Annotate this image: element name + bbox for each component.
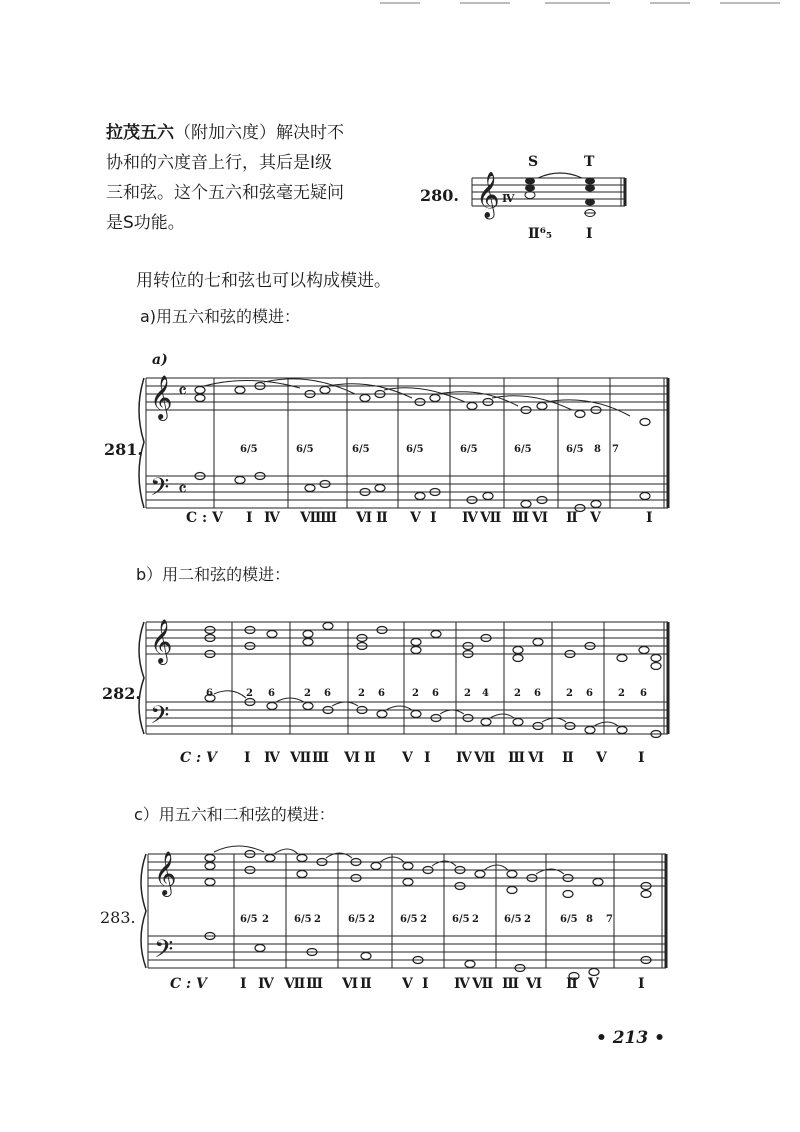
roman: Ⅲ	[320, 510, 338, 526]
fig: 2	[514, 688, 521, 699]
intro-line-2: 协和的六度音上行，其后是Ⅰ级	[106, 153, 333, 173]
roman: Ⅰ	[424, 750, 431, 766]
label-s: S	[528, 154, 539, 170]
roman: Ⅲ	[512, 510, 530, 526]
key-label: C : V	[186, 510, 223, 526]
fig: 4	[482, 688, 489, 699]
fig: 6	[206, 688, 213, 699]
fig: 2	[358, 688, 365, 699]
roman: Ⅳ	[264, 750, 280, 766]
roman: Ⅵ	[342, 976, 359, 992]
roman: Ⅴ	[588, 976, 599, 992]
fig: 6/5	[240, 914, 258, 925]
fig-8: 8	[594, 444, 601, 455]
roman: Ⅲ	[306, 976, 324, 992]
svg-text:𝄞: 𝄞	[150, 375, 173, 419]
fig: 2	[472, 914, 479, 925]
example-283	[98, 836, 678, 1016]
roman: Ⅱ	[364, 750, 376, 766]
roman: Ⅴ	[590, 510, 601, 526]
label-t: T	[584, 154, 595, 170]
intro-line-1	[106, 118, 406, 148]
roman: Ⅲ	[508, 750, 526, 766]
example-number: 280.	[420, 186, 459, 205]
roman-i: Ⅰ	[586, 226, 593, 242]
top-rule-fragments	[0, 0, 800, 18]
svg-text:𝄞: 𝄞	[476, 172, 500, 218]
roman: Ⅳ	[264, 510, 280, 526]
roman-numerals-283	[98, 976, 678, 996]
roman: Ⅴ	[596, 750, 607, 766]
svg-text:𝄞: 𝄞	[150, 619, 173, 663]
fig: 6/5	[294, 914, 312, 925]
roman: Ⅱ	[562, 750, 574, 766]
fig: 2	[262, 914, 269, 925]
roman: Ⅳ	[454, 976, 470, 992]
roman: Ⅶ	[472, 976, 494, 992]
fig: 6/5	[400, 914, 418, 925]
fig: 6	[534, 688, 541, 699]
fig: 2	[314, 914, 321, 925]
roman: Ⅰ	[246, 510, 253, 526]
svg-text:𝄞: 𝄞	[154, 851, 177, 895]
roman: Ⅶ	[300, 510, 322, 526]
fig: 2	[304, 688, 311, 699]
svg-text:𝄴: 𝄴	[178, 379, 187, 403]
subheading-c: c）用五六和二和弦的模进：	[134, 805, 335, 824]
grand-staff-282	[100, 600, 680, 760]
roman-numerals-281	[100, 510, 680, 530]
fig: 2	[412, 688, 419, 699]
fig-6: 6/5	[514, 444, 532, 455]
roman: Ⅳ	[456, 750, 472, 766]
fig: 6	[324, 688, 331, 699]
roman: Ⅰ	[646, 510, 653, 526]
roman: Ⅱ	[360, 976, 372, 992]
intro-line-1-rest: （附加六度）解决时不	[174, 123, 344, 143]
roman: Ⅱ	[566, 510, 578, 526]
fig: 6/5	[560, 914, 578, 925]
fig: 2	[368, 914, 375, 925]
fig: 2	[566, 688, 573, 699]
roman: Ⅴ	[402, 750, 413, 766]
roman-ii65: Ⅱ⁶₅	[528, 226, 553, 242]
grand-staff-281	[100, 350, 680, 520]
intro-paragraph	[106, 118, 406, 238]
fig-5: 6/5	[460, 444, 478, 455]
roman: Ⅲ	[502, 976, 520, 992]
fig: 6	[378, 688, 385, 699]
roman: Ⅰ	[240, 976, 247, 992]
fig-4: 6/5	[406, 444, 424, 455]
fig: 8	[586, 914, 593, 925]
svg-text:𝄢: 𝄢	[150, 701, 170, 736]
section-mark-a: a)	[152, 352, 168, 368]
fig-1: 6/5	[240, 444, 258, 455]
example-number: 283.	[100, 908, 136, 927]
example-280	[420, 150, 640, 250]
roman: Ⅵ	[532, 510, 549, 526]
fig: 2	[618, 688, 625, 699]
fig: 6	[640, 688, 647, 699]
subheading-a: a)用五六和弦的模进：	[140, 307, 301, 326]
roman: Ⅵ	[356, 510, 373, 526]
fig: 2	[524, 914, 531, 925]
roman: Ⅴ	[402, 976, 413, 992]
fig: 6	[268, 688, 275, 699]
fig: 2	[420, 914, 427, 925]
key-label: C : V	[180, 750, 217, 766]
roman: Ⅵ	[528, 750, 545, 766]
roman: Ⅳ	[258, 976, 274, 992]
fig-9: 7	[612, 444, 619, 455]
page-number: • 213 •	[595, 1028, 665, 1048]
intro-line-3: 三和弦。这个五六和弦毫无疑问	[106, 183, 344, 203]
paragraph-seventh-chords: 用转位的七和弦也可以构成模进。	[136, 271, 391, 291]
fig: 6/5	[504, 914, 522, 925]
roman: Ⅵ	[526, 976, 543, 992]
svg-text:𝄢: 𝄢	[154, 935, 174, 970]
roman: Ⅰ	[638, 976, 645, 992]
roman: Ⅲ	[312, 750, 330, 766]
figured-bass-283	[98, 914, 678, 938]
svg-text:𝄴: 𝄴	[178, 477, 187, 501]
roman: Ⅰ	[430, 510, 437, 526]
roman: Ⅰ	[422, 976, 429, 992]
roman: Ⅱ	[376, 510, 388, 526]
intro-line-4: 是S功能。	[106, 213, 185, 233]
in-staff-roman: Ⅳ	[502, 192, 515, 205]
figured-bass-282	[100, 688, 680, 702]
example-number: 281.	[104, 440, 143, 459]
fig: 7	[606, 914, 613, 925]
fig-3: 6/5	[352, 444, 370, 455]
roman: Ⅱ	[566, 976, 578, 992]
roman: Ⅶ	[284, 976, 306, 992]
fig-2: 6/5	[296, 444, 314, 455]
fig: 6/5	[452, 914, 470, 925]
roman: Ⅳ	[462, 510, 478, 526]
roman: Ⅶ	[474, 750, 496, 766]
example-number: 282.	[102, 684, 141, 703]
svg-text:𝄢: 𝄢	[150, 473, 170, 508]
roman: Ⅰ	[244, 750, 251, 766]
grand-staff-283	[98, 836, 678, 986]
roman-numerals-282	[100, 750, 680, 770]
roman: Ⅶ	[290, 750, 312, 766]
fig: 6	[586, 688, 593, 699]
roman: Ⅶ	[480, 510, 502, 526]
fig: 6/5	[348, 914, 366, 925]
fig-7: 6/5	[566, 444, 584, 455]
roman: Ⅵ	[344, 750, 361, 766]
key-label: C : V	[170, 976, 207, 992]
fig: 2	[246, 688, 253, 699]
fig: 2	[464, 688, 471, 699]
subheading-b: b）用二和弦的模进：	[136, 565, 291, 584]
roman: Ⅰ	[638, 750, 645, 766]
fig: 6	[432, 688, 439, 699]
roman: Ⅴ	[410, 510, 421, 526]
term-bold: 拉茂五六	[106, 123, 174, 143]
example-281	[100, 350, 680, 530]
example-282	[100, 600, 680, 780]
